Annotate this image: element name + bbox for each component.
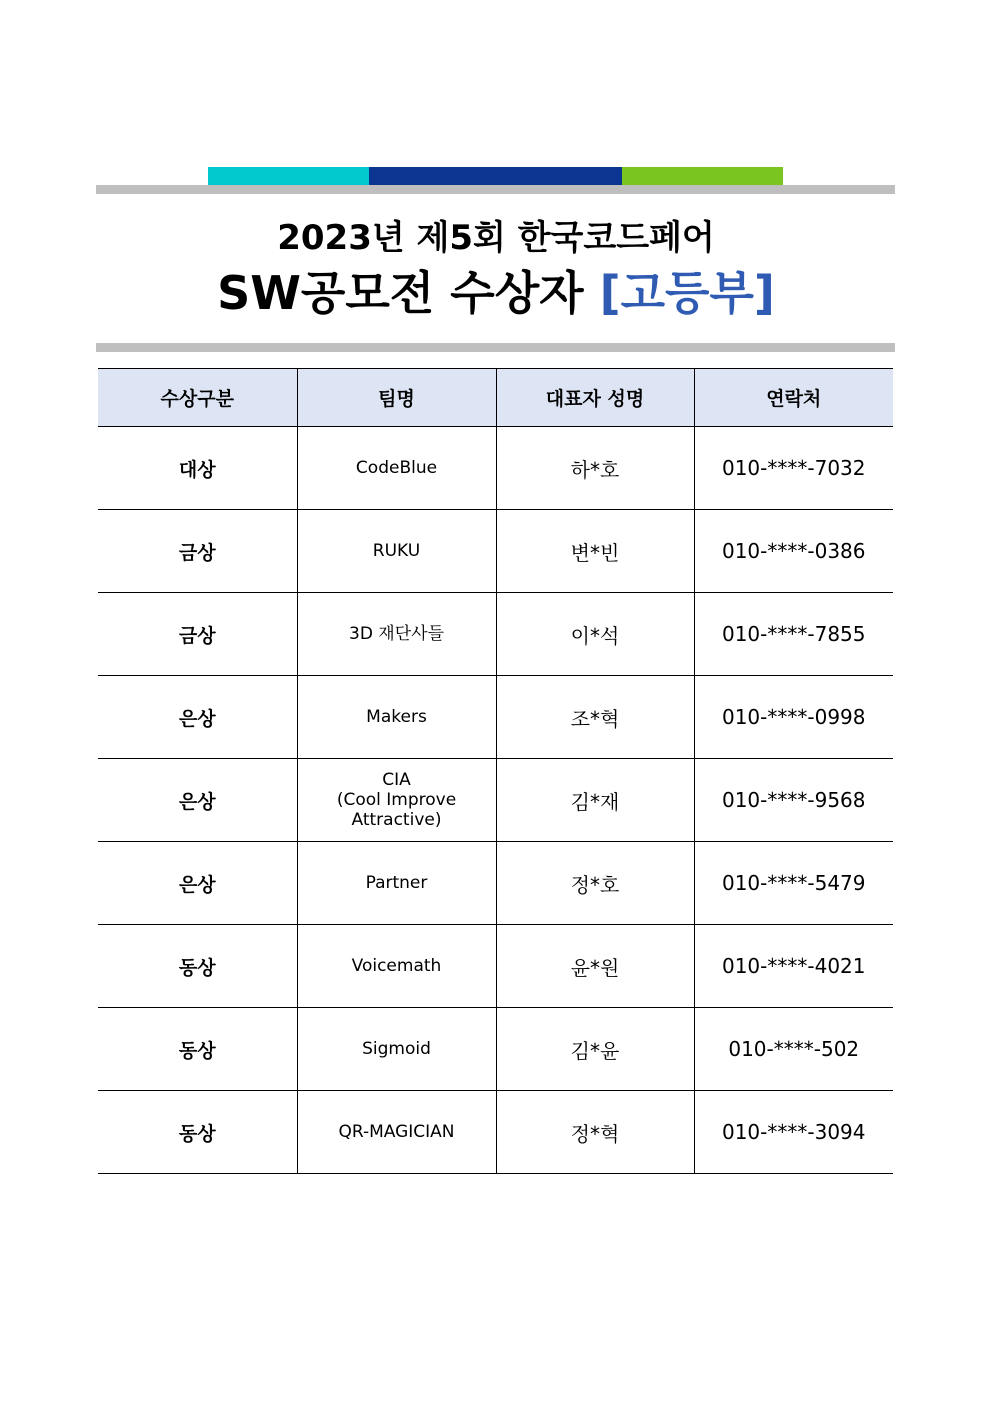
representative-cell: 변*빈 — [496, 510, 694, 593]
column-header-representative: 대표자 성명 — [496, 369, 694, 427]
column-header-contact: 연락처 — [694, 369, 893, 427]
top-divider — [96, 185, 895, 194]
team-cell — [297, 427, 496, 510]
table-row — [98, 1008, 893, 1091]
representative-cell: 이*석 — [496, 593, 694, 676]
contact-cell: 010-****-9568 — [694, 759, 893, 842]
team-name: QR-MAGICIAN — [338, 1122, 455, 1142]
award-cell: 금상 — [98, 510, 297, 593]
award-cell: 동상 — [98, 1091, 297, 1174]
team-name: 3D 재단사들 — [349, 624, 444, 644]
award-cell: 동상 — [98, 1008, 297, 1091]
team-cell — [297, 842, 496, 925]
table-row — [98, 427, 893, 510]
table-row — [98, 510, 893, 593]
winners-table — [98, 368, 893, 1174]
table-row — [98, 593, 893, 676]
table-row — [98, 759, 893, 842]
header-strip-green — [622, 167, 783, 185]
page-subtitle: 2023년 제5회 한국코드페어 — [277, 218, 715, 258]
bottom-divider — [96, 343, 895, 352]
contact-cell: 010-****-7855 — [694, 593, 893, 676]
representative-cell: 하*호 — [496, 427, 694, 510]
table-header-row — [98, 369, 893, 427]
header-strip-teal — [208, 167, 369, 185]
page-title-division: [고등부] — [599, 266, 775, 320]
contact-cell: 010-****-7032 — [694, 427, 893, 510]
team-cell — [297, 925, 496, 1008]
page-title-main: SW공모전 수상자 — [217, 266, 600, 320]
team-cell — [297, 593, 496, 676]
award-cell: 동상 — [98, 925, 297, 1008]
contact-cell: 010-****-3094 — [694, 1091, 893, 1174]
representative-cell: 김*윤 — [496, 1008, 694, 1091]
contact-cell: 010-****-5479 — [694, 842, 893, 925]
team-cell — [297, 510, 496, 593]
team-name: Partner — [365, 873, 428, 893]
award-cell: 대상 — [98, 427, 297, 510]
table-row — [98, 842, 893, 925]
table-row — [98, 925, 893, 1008]
team-name: RUKU — [372, 541, 421, 561]
table-row — [98, 1091, 893, 1174]
award-cell: 은상 — [98, 759, 297, 842]
team-cell — [297, 1091, 496, 1174]
team-cell — [297, 759, 496, 842]
contact-cell: 010-****-0998 — [694, 676, 893, 759]
column-header-award: 수상구분 — [98, 369, 297, 427]
table-row — [98, 676, 893, 759]
column-header-team: 팀명 — [297, 369, 496, 427]
contact-cell: 010-****-502 — [694, 1008, 893, 1091]
team-name: Sigmoid — [362, 1039, 431, 1059]
header-strip-navy — [369, 167, 622, 185]
team-name: CodeBlue — [355, 458, 438, 478]
representative-cell: 김*재 — [496, 759, 694, 842]
team-cell — [297, 676, 496, 759]
award-cell: 은상 — [98, 676, 297, 759]
award-cell: 금상 — [98, 593, 297, 676]
representative-cell: 조*혁 — [496, 676, 694, 759]
page-title — [0, 262, 992, 324]
team-cell — [297, 1008, 496, 1091]
team-name: CIA (Cool Improve Attractive) — [336, 770, 457, 830]
representative-cell: 정*혁 — [496, 1091, 694, 1174]
team-name: Makers — [366, 707, 427, 727]
team-name: Voicemath — [351, 956, 442, 976]
contact-cell: 010-****-0386 — [694, 510, 893, 593]
representative-cell: 윤*원 — [496, 925, 694, 1008]
contact-cell: 010-****-4021 — [694, 925, 893, 1008]
representative-cell: 정*호 — [496, 842, 694, 925]
award-cell: 은상 — [98, 842, 297, 925]
